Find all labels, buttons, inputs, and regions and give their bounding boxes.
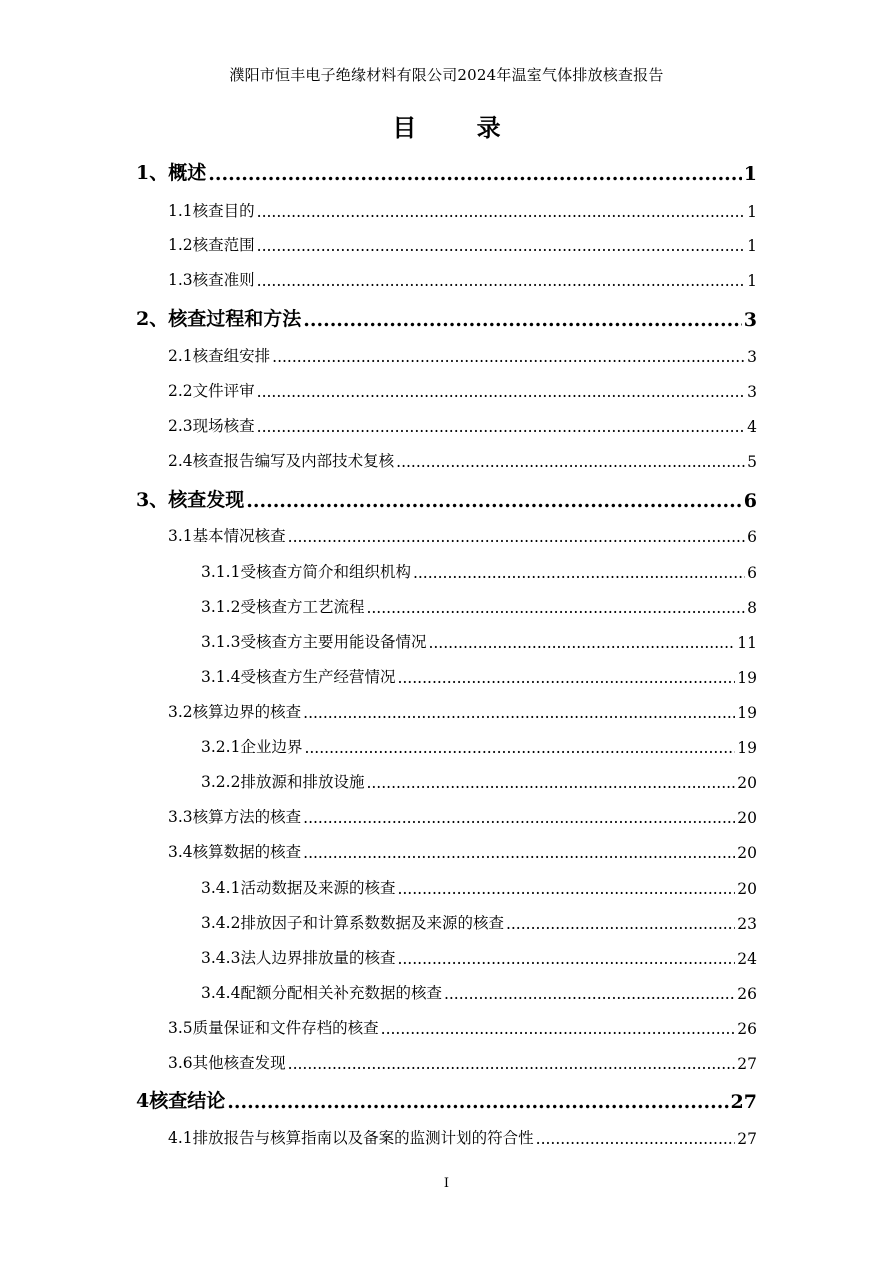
toc-entry[interactable]	[168, 1016, 757, 1038]
toc-entry[interactable]	[168, 524, 757, 546]
dot-leader	[444, 987, 735, 1003]
toc-entry[interactable]	[201, 735, 757, 757]
toc-entry-page: 4	[747, 418, 757, 436]
toc-entry-label: 2.4核查报告编写及内部技术复核	[168, 452, 395, 470]
toc-entry[interactable]	[168, 1051, 757, 1073]
toc-entry-label: 3.4.4配额分配相关补充数据的核查	[201, 984, 442, 1002]
toc-entry-page: 1	[747, 272, 757, 290]
toc-entry[interactable]	[168, 379, 757, 401]
toc-entry-page: 3	[747, 348, 757, 366]
toc-entry[interactable]	[201, 595, 757, 617]
dot-leader	[304, 741, 735, 757]
toc-entry-label: 2.1核查组安排	[168, 347, 271, 365]
toc-entry-page: 6	[743, 490, 757, 512]
toc-entry-label: 3、核查发现	[136, 489, 245, 511]
toc-entry[interactable]	[136, 304, 757, 331]
toc-entry-page: 20	[737, 809, 757, 827]
dot-leader	[257, 274, 745, 290]
toc-entry-page: 24	[737, 950, 757, 968]
running-header: 濮阳市恒丰电子绝缘材料有限公司2024年温室气体排放核查报告	[229, 66, 664, 84]
toc-entry-page: 5	[747, 453, 757, 471]
dot-leader	[397, 882, 735, 898]
dot-leader	[413, 566, 745, 582]
toc-entry-label: 2、核查过程和方法	[136, 308, 302, 330]
toc-entry-label: 3.1.3受核查方主要用能设备情况	[201, 633, 427, 651]
toc-entry-label: 3.4.2排放因子和计算系数数据及来源的核查	[201, 914, 504, 932]
toc-entry-label: 3.2核算边界的核查	[168, 703, 302, 721]
toc-entry-page: 11	[737, 634, 757, 652]
toc-entry[interactable]	[201, 876, 757, 898]
dot-leader	[257, 420, 745, 436]
toc-entry[interactable]	[168, 449, 757, 471]
toc-entry-label: 3.6其他核查发现	[168, 1054, 286, 1072]
toc-entry-page: 20	[737, 774, 757, 792]
dot-leader	[303, 811, 735, 827]
toc-entry[interactable]	[168, 199, 757, 221]
toc-entry-label: 1、概述	[136, 162, 207, 184]
toc-entry-page: 23	[737, 915, 757, 933]
toc-entry-label: 3.4.3法人边界排放量的核查	[201, 949, 396, 967]
toc-entry[interactable]	[201, 946, 757, 968]
toc-entry-label: 3.1.2受核查方工艺流程	[201, 598, 365, 616]
toc-entry-label: 3.2.2排放源和排放设施	[201, 773, 365, 791]
toc-entry[interactable]	[168, 414, 757, 436]
toc-entry-page: 6	[747, 528, 757, 546]
toc-entry-page: 27	[730, 1091, 757, 1113]
dot-leader	[288, 530, 745, 546]
toc-entry-page: 26	[737, 1020, 757, 1038]
dot-leader	[506, 917, 735, 933]
toc-entry-label: 3.4.1活动数据及来源的核查	[201, 879, 396, 897]
toc-entry[interactable]	[201, 665, 757, 687]
toc-entry-page: 19	[737, 704, 757, 722]
toc-entry-page: 1	[747, 203, 757, 221]
toc-entry-label: 3.1基本情况核查	[168, 527, 286, 545]
toc-entry[interactable]	[201, 981, 757, 1003]
toc-entry[interactable]	[168, 805, 757, 827]
page-number: I	[443, 1176, 450, 1191]
toc-entry-label: 4核查结论	[136, 1090, 226, 1112]
toc-entry[interactable]	[168, 344, 757, 366]
toc-entry[interactable]	[136, 485, 757, 512]
dot-leader	[227, 1093, 728, 1113]
toc-entry-label: 2.2文件评审	[168, 382, 255, 400]
toc-entry[interactable]	[201, 911, 757, 933]
dot-leader	[272, 350, 745, 366]
dot-leader	[208, 165, 742, 185]
dot-leader	[288, 1057, 736, 1073]
toc-entry-label: 1.1核查目的	[168, 202, 255, 220]
dot-leader	[366, 776, 735, 792]
toc-entry-label: 4.1排放报告与核算指南以及备案的监测计划的符合性	[168, 1129, 534, 1147]
toc-entry[interactable]	[168, 700, 757, 722]
toc-entry-label: 1.2核查范围	[168, 236, 255, 254]
toc-entry-page: 8	[747, 599, 757, 617]
dot-leader	[536, 1132, 736, 1148]
toc-entry-label: 3.1.4受核查方生产经营情况	[201, 668, 396, 686]
dot-leader	[257, 385, 745, 401]
toc-entry[interactable]	[168, 1126, 757, 1148]
dot-leader	[257, 239, 745, 255]
toc-entry-page: 1	[743, 163, 757, 185]
toc-entry-page: 19	[737, 739, 757, 757]
dot-leader	[381, 1022, 736, 1038]
toc-entry-label: 1.3核查准则	[168, 271, 255, 289]
toc-entry-page: 3	[747, 383, 757, 401]
toc-entry-label: 3.5质量保证和文件存档的核查	[168, 1019, 379, 1037]
dot-leader	[396, 455, 745, 471]
toc-entry[interactable]	[136, 158, 757, 185]
dot-leader	[257, 205, 745, 221]
toc-entry-page: 6	[747, 564, 757, 582]
toc-entry[interactable]	[201, 630, 757, 652]
dot-leader	[366, 601, 745, 617]
toc-entry-page: 3	[743, 309, 757, 331]
dot-leader	[397, 671, 735, 687]
dot-leader	[397, 952, 735, 968]
toc-entry-page: 1	[747, 237, 757, 255]
dot-leader	[303, 311, 742, 331]
toc-entry-page: 27	[737, 1130, 757, 1148]
toc-entry-page: 27	[737, 1055, 757, 1073]
toc-entry[interactable]	[168, 840, 757, 862]
dot-leader	[246, 492, 742, 512]
toc-entry[interactable]	[201, 560, 757, 582]
toc-entry-page: 20	[737, 844, 757, 862]
toc-entry[interactable]	[168, 233, 757, 255]
toc-entry-label: 3.2.1企业边界	[201, 738, 303, 756]
toc-entry-page: 20	[737, 880, 757, 898]
toc-entry[interactable]	[168, 268, 757, 290]
toc-entry-label: 2.3现场核查	[168, 417, 255, 435]
toc-entry-label: 3.4核算数据的核查	[168, 843, 302, 861]
toc-title: 目 录	[392, 113, 527, 142]
dot-leader	[303, 706, 735, 722]
toc-entry-page: 19	[737, 669, 757, 687]
toc-entry-label: 3.1.1受核查方简介和组织机构	[201, 563, 411, 581]
toc-entry-page: 26	[737, 985, 757, 1003]
dot-leader	[303, 846, 735, 862]
toc-entry[interactable]	[201, 770, 757, 792]
toc-entry[interactable]	[136, 1086, 757, 1113]
dot-leader	[428, 636, 735, 652]
toc-entry-label: 3.3核算方法的核查	[168, 808, 302, 826]
